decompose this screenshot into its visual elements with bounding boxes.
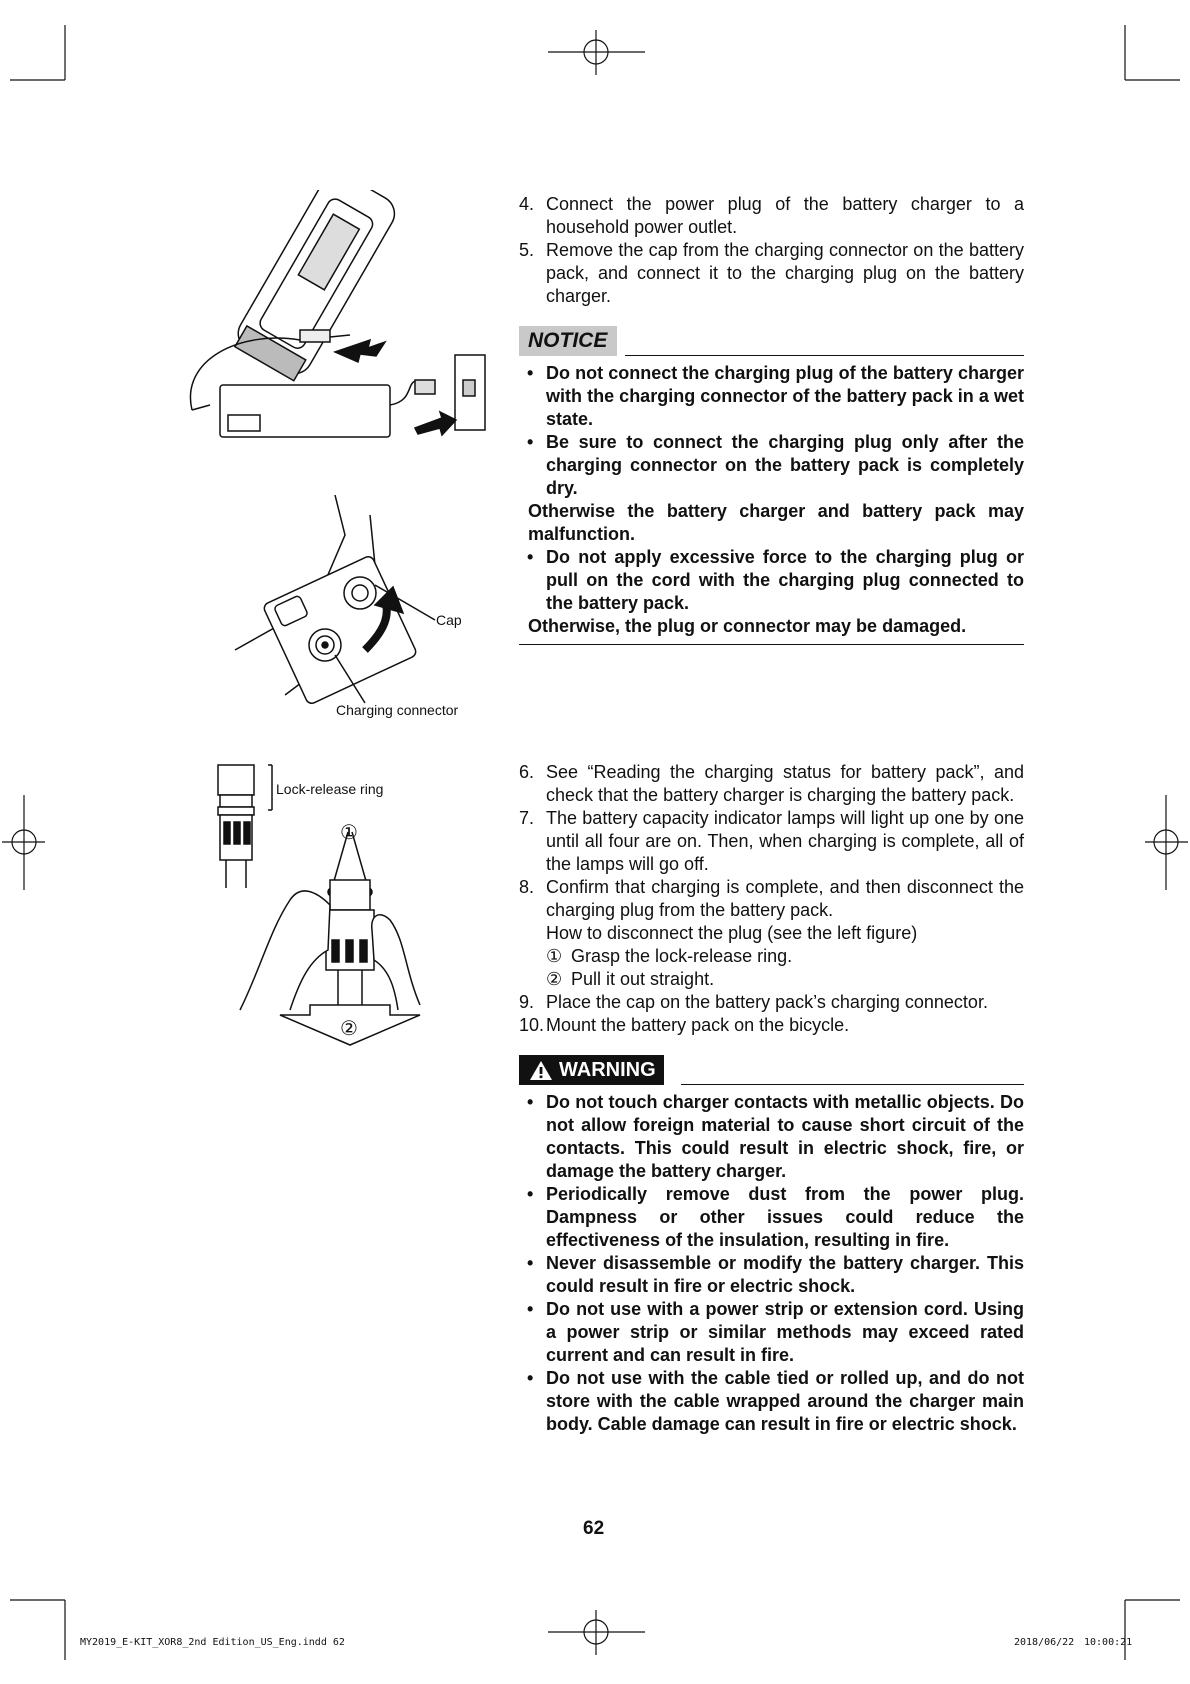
howto-step-1-text: Grasp the lock-release ring. [571, 946, 793, 966]
notice-bullet: • Do not apply excessive force to the charging plug or pull on the cord with the charging plug connected to the battery pack. [519, 546, 1024, 615]
step-num: 9. [519, 992, 535, 1012]
warning-bullet: • Do not touch charger contacts with metallic objects. Do not allow foreign material to cause short circuit of the contacts. This could result in electric shock, fire, or damage the battery charger. [519, 1091, 1024, 1183]
step-7 [519, 807, 1024, 876]
notice-bullet: • Do not connect the charging plug of the battery charger with the charging connector of the battery pack in a wet state. [519, 362, 1024, 431]
step-5 [519, 239, 1024, 308]
charging-connector-label: Charging connector [336, 702, 459, 718]
warning-bullet: • Do not use with a power strip or extension cord. Using a power strip or similar methods may exceed rated current and can result in fire. [519, 1298, 1024, 1367]
warning-triangle-icon [529, 1060, 553, 1081]
notice-end-rule [519, 644, 1024, 645]
warning-rule [681, 1084, 1024, 1085]
step-num: 6. [519, 762, 535, 782]
notice-bullet: • Be sure to connect the charging plug only after the charging connector on the battery pack is completely dry. [519, 431, 1024, 500]
howto-intro: How to disconnect the plug (see the left figure) [546, 923, 918, 943]
mark-1-label: ① [340, 822, 358, 844]
footer-time: 10:00:21 [1084, 1637, 1133, 1648]
howto-step-1 [519, 945, 1024, 968]
step-text: Remove the cap from the charging connector on the battery pack, and connect it to the charging plug on the battery charger. [546, 240, 1024, 306]
step-text: Confirm that charging is complete, and then disconnect the charging plug from the battery pack. [546, 877, 1024, 920]
notice-rule [625, 355, 1024, 356]
step-6 [519, 761, 1024, 807]
warning-title: WARNING [559, 1059, 656, 1081]
step-num: 10. [519, 1015, 545, 1035]
step-num: 8. [519, 877, 535, 897]
howto-step-2 [519, 968, 1024, 991]
step-text: The battery capacity indicator lamps will light up one by one until all four are on. Then, when charging is complete, all of the lamps will go off. [546, 808, 1024, 874]
step-text: Place the cap on the battery pack’s charging connector. [546, 992, 988, 1012]
warning-bullet: • Do not use with the cable tied or rolled up, and do not store with the cable wrapped around the charger main body. Cable damage can result in fire or electric shock. [519, 1367, 1024, 1436]
step-num: 4. [519, 194, 535, 214]
warning-header [519, 1055, 1024, 1087]
step-text: Connect the power plug of the battery charger to a household power outlet. [546, 194, 1024, 237]
circled-1: ① [546, 946, 563, 966]
notice-note: Otherwise the battery charger and battery pack may malfunction. [528, 501, 1024, 544]
step-num: 7. [519, 808, 535, 828]
cap-label: Cap [436, 612, 462, 628]
mark-2-label: ② [340, 1018, 358, 1040]
howto-step-2-text: Pull it out straight. [571, 969, 715, 989]
warning-bullet: • Periodically remove dust from the power plug. Dampness or other issues could reduce the effectiveness of the insulation, resulting in fire. [519, 1183, 1024, 1252]
page-number: 62 [583, 1518, 605, 1539]
footer-filename: MY2019_E-KIT_XOR8_2nd Edition_US_Eng.indd 62 [80, 1637, 345, 1648]
warning-tag [519, 1055, 664, 1085]
bottom-instructions [519, 761, 1024, 1436]
step-text: Mount the battery pack on the bicycle. [546, 1015, 850, 1035]
notice-note: Otherwise, the plug or connector may be damaged. [528, 616, 967, 636]
charger-connection-figure [180, 190, 490, 450]
lock-release-ring-label: Lock-release ring [276, 781, 384, 797]
notice-title: NOTICE [519, 326, 617, 356]
step-10 [519, 1014, 1024, 1037]
step-text: See “Reading the charging status for battery pack”, and check that the battery charger is charging the battery pack. [546, 762, 1024, 805]
cap-connector-figure [225, 495, 475, 710]
step-8 [519, 876, 1024, 922]
top-instructions [519, 193, 1024, 645]
step-num: 5. [519, 240, 535, 260]
step-4 [519, 193, 1024, 239]
footer-date: 2018/06/22 [1014, 1637, 1075, 1648]
warning-bullet: • Never disassemble or modify the battery charger. This could result in fire or electric shock. [519, 1252, 1024, 1298]
notice-header [519, 326, 1024, 358]
disconnect-plug-figure [230, 820, 430, 1050]
step-9 [519, 991, 1024, 1014]
circled-2: ② [546, 969, 563, 989]
